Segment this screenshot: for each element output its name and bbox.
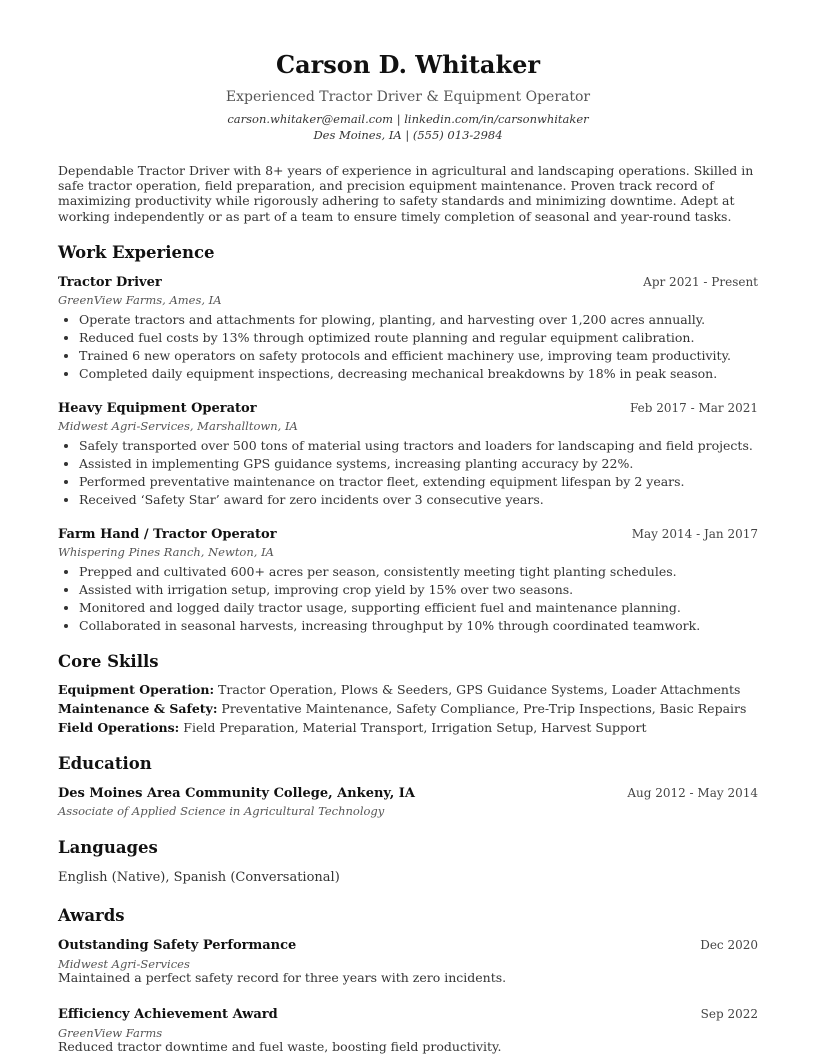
skill-list: Field Preparation, Material Transport, Irrigation Setup, Harvest Support (179, 720, 647, 735)
professional-title: Experienced Tractor Driver & Equipment Operator (225, 89, 591, 105)
skill-line (58, 701, 746, 716)
skill-category: Field Operations: (58, 720, 180, 735)
job-title: Heavy Equipment Operator (58, 401, 257, 416)
job-company: Midwest Agri-Services, Marshalltown, IA (58, 419, 298, 433)
award-organization: GreenView Farms (58, 1026, 163, 1040)
education-dates: Aug 2012 - May 2014 (627, 786, 758, 800)
professional-summary: Dependable Tractor Driver with 8+ years of experience in agricultural and landscaping operations. Skilled in safe tractor operation, field preparation, and precision equipment maintenance. Proven track record of maximizing productivity while rigorously adhering to safety standards and minimizing downtime. Adept at working independently or as part of a team to ensure timely completion of seasonal and year-round tasks. (58, 163, 754, 224)
award-organization: Midwest Agri-Services (58, 957, 190, 971)
skill-category: Equipment Operation: (58, 682, 215, 697)
skill-list: Preventative Maintenance, Safety Compliance, Pre-Trip Inspections, Basic Repairs (217, 701, 747, 716)
job-dates: Apr 2021 - Present (643, 275, 758, 289)
job-title: Tractor Driver (58, 275, 162, 290)
award-title: Outstanding Safety Performance (58, 938, 297, 953)
bullet-item: • Performed preventative maintenance on tractor fleet, extending equipment lifespan by 2 years. (79, 473, 769, 491)
skill-category: Maintenance & Safety: (58, 701, 218, 716)
award-date: Sep 2022 (700, 1007, 758, 1021)
bullet-item: • Collaborated in seasonal harvests, increasing throughput by 10% through coordinated teamwork. (79, 617, 769, 635)
job-dates: May 2014 - Jan 2017 (631, 527, 758, 541)
section-heading-languages: Languages (58, 838, 158, 857)
section-heading-education: Education (58, 754, 152, 773)
bullet-item: • Monitored and logged daily tractor usage, supporting efficient fuel and maintenance planning. (79, 599, 769, 617)
award-date: Dec 2020 (700, 938, 758, 952)
job-bullets (58, 437, 769, 509)
school-name: Des Moines Area Community College, Ankeny, IA (58, 786, 415, 801)
job-title: Farm Hand / Tractor Operator (58, 527, 277, 542)
bullet-item: • Safely transported over 500 tons of material using tractors and loaders for landscaping and field projects. (79, 437, 769, 455)
bullet-item: • Trained 6 new operators on safety protocols and efficient machinery use, improving team productivity. (79, 347, 769, 365)
award-description: Maintained a perfect safety record for three years with zero incidents. (58, 970, 507, 985)
job-bullets (58, 563, 769, 635)
bullet-item: • Completed daily equipment inspections, decreasing mechanical breakdowns by 18% in peak season. (79, 365, 769, 383)
bullet-item: • Operate tractors and attachments for plowing, planting, and harvesting over 1,200 acres annually. (79, 311, 769, 329)
skill-list: Tractor Operation, Plows & Seeders, GPS Guidance Systems, Loader Attachments (214, 682, 741, 697)
job-company: GreenView Farms, Ames, IA (58, 293, 222, 307)
job-company: Whispering Pines Ranch, Newton, IA (58, 545, 274, 559)
award-title: Efficiency Achievement Award (58, 1007, 278, 1022)
section-heading-awards: Awards (58, 906, 125, 925)
section-heading-core-skills: Core Skills (58, 652, 159, 671)
languages-list: English (Native), Spanish (Conversational) (58, 870, 340, 885)
degree: Associate of Applied Science in Agricultural Technology (58, 804, 385, 818)
contact-line-location-phone: Des Moines, IA | (555) 013-2984 (313, 128, 503, 142)
award-description: Reduced tractor downtime and fuel waste, boosting field productivity. (58, 1039, 502, 1054)
job-bullets (58, 311, 769, 383)
bullet-item: • Assisted with irrigation setup, improving crop yield by 15% over two seasons. (79, 581, 769, 599)
candidate-name: Carson D. Whitaker (276, 50, 540, 79)
skill-line (58, 682, 740, 697)
section-heading-work-experience: Work Experience (58, 243, 215, 262)
bullet-item: • Reduced fuel costs by 13% through optimized route planning and regular equipment calibration. (79, 329, 769, 347)
skill-line (58, 720, 647, 735)
job-dates: Feb 2017 - Mar 2021 (629, 401, 758, 415)
bullet-item: • Assisted in implementing GPS guidance systems, increasing planting accuracy by 22%. (79, 455, 769, 473)
contact-line-email-linkedin: carson.whitaker@email.com | linkedin.com/in/carsonwhitaker (227, 112, 589, 126)
bullet-item: • Received ‘Safety Star’ award for zero incidents over 3 consecutive years. (79, 491, 769, 509)
bullet-item: • Prepped and cultivated 600+ acres per season, consistently meeting tight planting schedules. (79, 563, 769, 581)
